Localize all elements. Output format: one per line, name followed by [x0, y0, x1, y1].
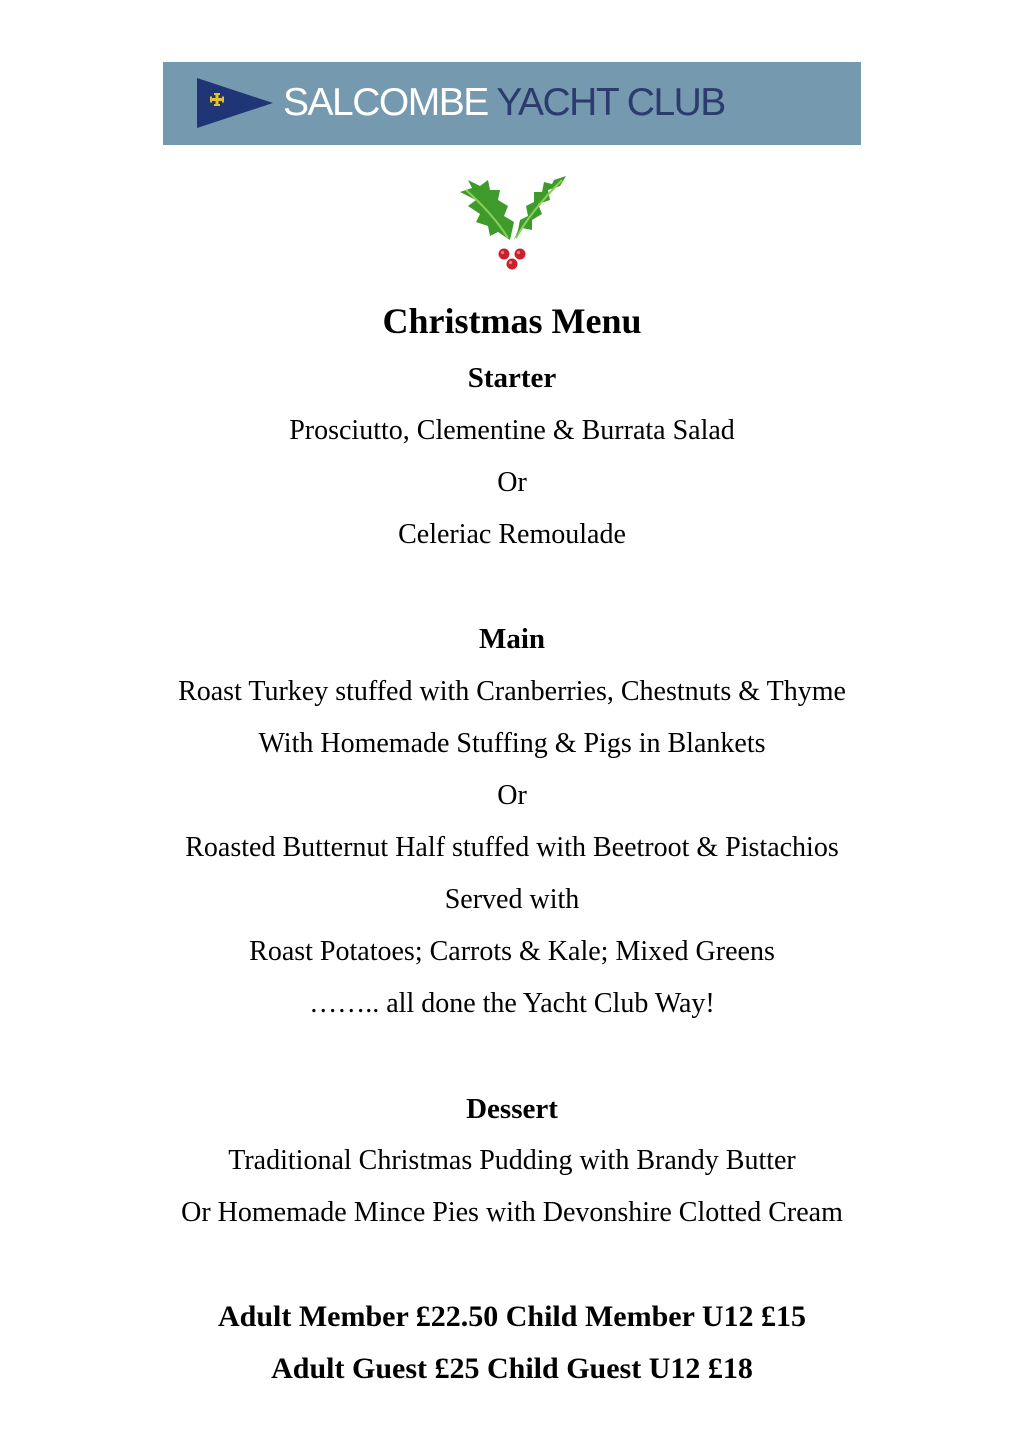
starter-or: Or	[497, 467, 527, 498]
main-option-2: Roasted Butternut Half stuffed with Beetroot & Pistachios	[185, 832, 839, 863]
served-with: Served with	[444, 884, 580, 915]
main-heading: Main	[478, 623, 546, 655]
main-or: Or	[497, 780, 527, 811]
club-logo-banner	[163, 62, 861, 145]
club-name	[283, 79, 725, 127]
dessert-heading: Dessert	[466, 1093, 558, 1125]
member-prices: Adult Member £22.50 Child Member U12 £15	[217, 1300, 807, 1333]
holly-icon	[450, 176, 574, 274]
main-sides: Roast Potatoes; Carrots & Kale; Mixed Greens	[249, 936, 775, 967]
club-name-part1: SALCOMBE	[283, 81, 488, 124]
main-option-1-line-1: Roast Turkey stuffed with Cranberries, Chestnuts & Thyme	[178, 676, 846, 707]
main-tagline: …….. all done the Yacht Club Way!	[309, 988, 715, 1019]
main-option-1-line-2: With Homemade Stuffing & Pigs in Blankets	[258, 728, 766, 759]
guest-prices: Adult Guest £25 Child Guest U12 £18	[271, 1352, 753, 1385]
dessert-option-1: Traditional Christmas Pudding with Brandy Butter	[228, 1145, 796, 1176]
menu-title: Christmas Menu	[382, 301, 642, 341]
starter-option-2: Celeriac Remoulade	[398, 519, 626, 550]
starter-option-1: Prosciutto, Clementine & Burrata Salad	[289, 415, 735, 446]
burgee-pennant-icon	[197, 78, 273, 128]
starter-heading: Starter	[467, 362, 557, 394]
dessert-option-2: Or Homemade Mince Pies with Devonshire Clotted Cream	[181, 1197, 843, 1228]
club-name-part2: YACHT CLUB	[496, 81, 725, 124]
